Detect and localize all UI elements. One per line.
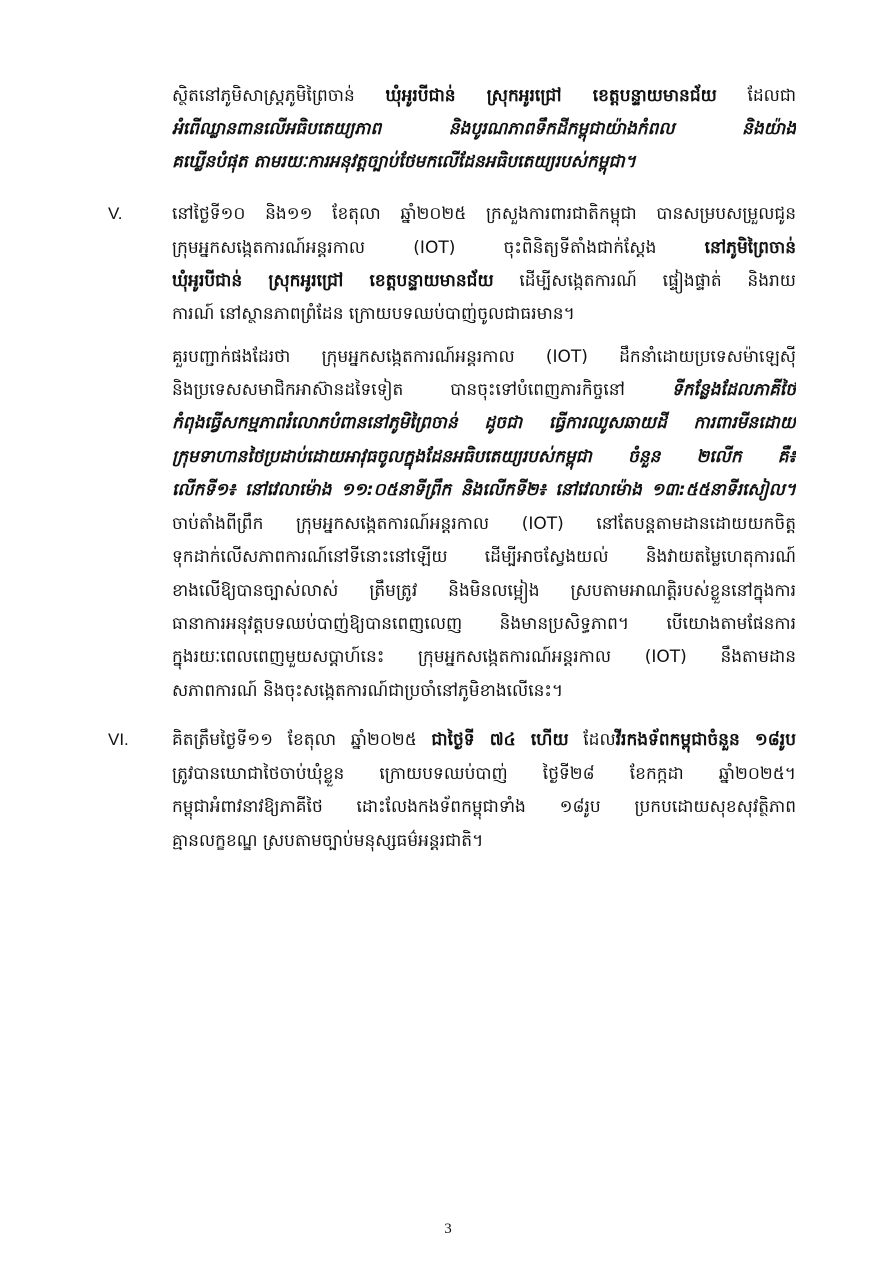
section-vi-line-2: ត្រូវបានឃោជាថៃចាប់ឃុំខ្លួន ក្រោយបទឈប់បាញ់ ថ្ងៃទី២៨ ខែកក្កដា ឆ្នាំ២០២៥។: [172, 764, 796, 784]
section-v-p1-line-3: [172, 265, 796, 297]
section-vi-line-1-text-a: គិតត្រឹមថ្ងៃទី១១ ខែតុលា ឆ្នាំ២០២៥: [172, 730, 432, 750]
intro-line-1: [172, 80, 796, 112]
section-v-p2-line-3: កំពុងធ្វើសកម្មភាពរំលោភបំពាននៅភូមិព្រៃចាន់ ដូចជា ធ្វើការឈូសឆាយដី ការពារមីនដោយ: [172, 413, 796, 433]
section-v-p2-line-11: សភាពការណ៍ និងចុះសង្កេតការណ៍ជាប្រចាំនៅភូមិខាងលើនេះ។: [172, 681, 564, 701]
section-v-p1-line-2: [172, 232, 796, 264]
section-v-p2-line-7: ទុកដាក់លើសភាពការណ៍នៅទីនោះនៅឡើយ ដើម្បីអាចស្វែងយល់ និងវាយតម្លៃហេតុការណ៍: [172, 547, 796, 567]
section-v-p2-line-10: ក្នុងរយៈពេលពេញមួយសប្ដាហ៍នេះ ក្រុមអ្នកសង្កេតការណ៍អន្តរកាល (IOT) នឹងតាមដាន: [172, 647, 796, 667]
section-v-p1-line-2-location: នៅភូមិព្រៃចាន់: [704, 238, 796, 258]
section-v-p1-line-3-text: ដើម្បីសង្កេតការណ៍ ផ្ទៀងផ្ទាត់ និងរាយ: [493, 271, 796, 291]
section-v-p2-line-8: ខាងលើឱ្យបានច្បាស់លាស់ ត្រឹមត្រូវ និងមិនលម្អៀង ស្របតាមអាណត្តិរបស់ខ្លួននៅក្នុងការ: [172, 581, 796, 601]
section-vi-line-1-text-c: ដែល: [568, 730, 616, 750]
section-v-p1-line-3-location: ឃុំអូរបីជាន់ ស្រុកអូរជ្រៅ ខេត្តបន្ទាយមានជ័យ: [172, 271, 494, 291]
intro-line-3: គឃ្លើនបំផុត តាមរយៈការអនុវត្តច្បាប់ថែមកលើដែនអធិបតេយ្យរបស់កម្ពុជា។: [172, 152, 636, 172]
section-v-p1-line-1: នៅថ្ងៃទី១០ និង១១ ខែតុលា ឆ្នាំ២០២៥ ក្រសួងការពារជាតិកម្ពុជា បានសម្របសម្រួលជូន: [172, 204, 796, 224]
page-number: 3: [444, 1221, 452, 1237]
intro-line-2: អំពើឈ្លានពានលើអធិបតេយ្យភាព និងបូរណភាពទឹកដីកម្ពុជាយ៉ាងកំពល និងយ៉ាង: [172, 119, 796, 139]
section-v-p2-line-2: [172, 374, 796, 406]
section-v-p2-line-2-emphasis: ទីកន្លែងដែលភាគីថៃ: [671, 380, 796, 400]
intro-line-1-location: ឃុំអូរបីជាន់ ស្រុកអូរជ្រៅ ខេត្តបន្ទាយមានជ័យ: [385, 86, 717, 106]
section-v-p1-line-4: ការណ៍ នៅស្ថានភាពព្រំដែន ក្រោយបទឈប់បាញ់ចូលជាធរមាន។: [172, 304, 575, 324]
section-v-p2-line-6: ចាប់តាំងពីព្រឹក ក្រុមអ្នកសង្កេតការណ៍អន្តរកាល (IOT) នៅតែបន្តតាមដានដោយយកចិត្ត: [172, 514, 796, 534]
intro-line-1-text-a: ស្ថិតនៅភូមិសាស្ត្រភូមិព្រៃចាន់: [172, 86, 386, 106]
section-vi-line-1: [172, 724, 796, 756]
section-v-p2-line-2-text: និងប្រទេសសមាជិកអាស៊ានដទៃទៀត បានចុះទៅបំពេញភារកិច្ចនៅ: [172, 380, 672, 400]
section-v-number: V.: [108, 204, 123, 223]
intro-line-1-text-c: ដែលជា: [716, 86, 796, 106]
section-vi-line-4: គ្មានលក្ខខណ្ឌ ស្របតាមច្បាប់មនុស្សធម៌អន្តរជាតិ។: [172, 831, 484, 851]
section-v-p2-line-4: ក្រុមទាហានថៃប្រដាប់ដោយអាវុធចូលក្នុងដែនអធិបតេយ្យរបស់កម្ពុជា ចំនួន ២លើក គឺ៖: [172, 447, 796, 467]
section-vi-line-1-soldiers: វីរកងទ័ពកម្ពុជាចំនួន ១៨រូប: [615, 730, 796, 750]
section-vi-line-1-day-count: ជាថ្ងៃទី ៧៤ ហើយ: [431, 730, 569, 750]
section-v-p1-line-2-text: ក្រុមអ្នកសង្កេតការណ៍អន្តរកាល (IOT) ចុះពិនិត្យទីតាំងជាក់ស្ដែង: [172, 238, 705, 258]
section-vi-line-3: កម្ពុជាអំពាវនាវឱ្យភាគីថៃ ដោះលែងកងទ័ពកម្ពុជាទាំង ១៨រូប ប្រកបដោយសុខសុវត្ថិភាព: [172, 797, 796, 817]
section-v-p2-line-5: លើកទី១៖ នៅវេលាម៉ោង ១១:០៥នាទីព្រឹក និងលើកទី២៖ នៅវេលាម៉ោង ១៣:៥៥នាទីរសៀល។: [172, 480, 796, 500]
section-v-p2-line-9: ធានាការអនុវត្តបទឈប់បាញ់ឱ្យបានពេញលេញ និងមានប្រសិទ្ធភាព។ បើយោងតាមផែនការ: [172, 614, 796, 634]
section-vi-number: VI.: [108, 730, 129, 749]
section-v-p2-line-1: គួរបញ្ជាក់ផងដែរថា ក្រុមអ្នកសង្កេតការណ៍អន្តរកាល (IOT) ដឹកនាំដោយប្រទេសម៉ាឡេស៊ី: [172, 347, 796, 367]
